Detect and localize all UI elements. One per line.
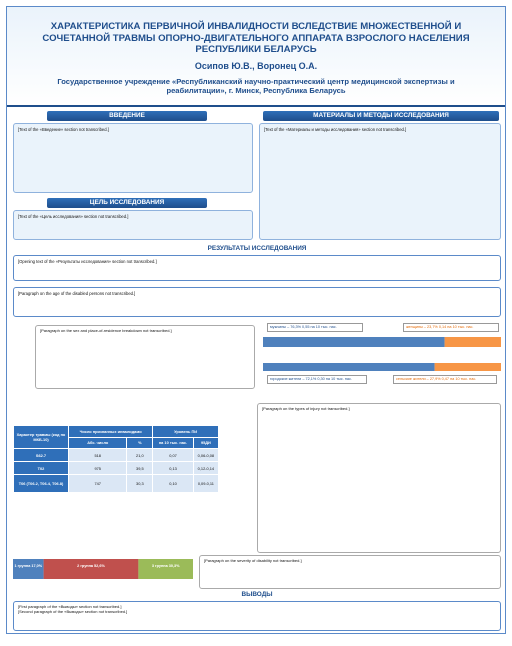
group-bar — [13, 559, 193, 579]
injury-box — [257, 403, 501, 553]
methods-box — [259, 123, 501, 240]
group1-label: 1 группа 17,0% — [14, 564, 43, 568]
poster-header — [7, 7, 505, 107]
intro-box — [13, 123, 253, 193]
rural-bar — [435, 363, 501, 371]
intro-heading: ВВЕДЕНИЕ — [47, 111, 207, 121]
aim-box — [13, 210, 253, 240]
severity-text: [Paragraph on the severity of disability not transcribed.] — [204, 558, 302, 563]
results-heading: РЕЗУЛЬТАТЫ ИССЛЕДОВАНИЯ — [207, 245, 307, 252]
rural-label: сельские жители – 27,9% 0,47 на 10 тыс. нас. — [393, 375, 497, 384]
gender-text: [Paragraph on the sex and place-of-residence breakdown not transcribed.] — [40, 328, 172, 333]
age-box — [13, 287, 501, 317]
group2-label: 2 группа 52,6% — [77, 564, 105, 568]
results-intro-text: [Opening text of the «Результаты исследования» section not transcribed.] — [18, 259, 157, 264]
row-code: S62.7 — [14, 449, 69, 462]
urban-label: городские жители – 72,1% 0,30 на 10 тыс. нас. — [267, 375, 367, 384]
urban-rural-figure — [263, 363, 501, 397]
table-row — [14, 475, 219, 493]
results-intro-box — [13, 255, 501, 281]
age-text: [Paragraph on the age of the disabled persons not transcribed.] — [18, 291, 136, 296]
injury-text: [Paragraph on the types of injury not transcribed.] — [262, 406, 350, 411]
conclusions-p2: [Second paragraph of the «Выводы» section not transcribed.] — [18, 608, 128, 614]
row-pct: 21,0 — [127, 449, 153, 462]
institution: Государственное учреждение «Республиканский научно-практический центр медицинской экспертизы и реабилитации», г. Минск, Республика Беларусь — [57, 77, 455, 95]
men-women-figure — [263, 323, 501, 361]
women-bar — [445, 337, 501, 347]
poster — [6, 6, 506, 634]
row-abs: 518 — [69, 449, 127, 462]
group1-bar — [13, 559, 44, 579]
row-abs: 747 — [69, 475, 127, 493]
conclusions-box — [13, 601, 501, 631]
row-pct: 30,3 — [127, 475, 153, 493]
gender-box — [35, 325, 255, 389]
methods-heading: МАТЕРИАЛЫ И МЕТОДЫ ИССЛЕДОВАНИЯ — [263, 111, 499, 121]
men-label: мужчины – 76,3% 0,55 на 10 тыс. нас. — [267, 323, 363, 332]
conclusions-heading: ВЫВОДЫ — [241, 591, 273, 598]
methods-text: [Text of the «Материалы и методы исследования» section not transcribed.] — [264, 127, 407, 132]
urban-bar — [263, 363, 435, 371]
table-subheader-pct: % — [127, 437, 153, 449]
table-header-count: Число признанных инвалидами — [69, 426, 153, 438]
group3-label: 3 группа 30,3% — [151, 564, 180, 568]
women-label: женщины – 23,7% 0,14 на 10 тыс. нас. — [403, 323, 499, 332]
table-header-level: Уровень ПИ — [153, 426, 219, 438]
table-row — [14, 462, 219, 475]
row-rate: 0,13 — [153, 462, 194, 475]
row-code: T06 (T06.2, T06.4, T06.8) — [14, 475, 69, 493]
row-ci: 0,09-0,11 — [193, 475, 218, 493]
authors: Осипов Ю.В., Воронец О.А. — [194, 61, 318, 71]
aim-heading: ЦЕЛЬ ИССЛЕДОВАНИЯ — [47, 198, 207, 208]
row-abs: 975 — [69, 462, 127, 475]
row-code: T02 — [14, 462, 69, 475]
row-rate: 0,07 — [153, 449, 194, 462]
row-rate: 0,10 — [153, 475, 194, 493]
row-ci: 0,12-0,14 — [193, 462, 218, 475]
intro-text: [Text of the «Введение» section not transcribed.] — [18, 127, 109, 132]
injury-table — [13, 425, 219, 493]
group3-bar — [138, 559, 193, 579]
conclusions-p1: [First paragraph of the «Выводы» section not transcribed.] — [18, 604, 122, 609]
men-bar — [263, 337, 445, 347]
table-subheader-ci: 95ДИ — [193, 437, 218, 449]
aim-text: [Text of the «Цель исследования» section not transcribed.] — [18, 214, 129, 219]
table-row — [14, 449, 219, 462]
group2-bar — [44, 559, 139, 579]
row-ci: 0,06-0,08 — [193, 449, 218, 462]
row-pct: 39,5 — [127, 462, 153, 475]
table-subheader-abs: Абс. число — [69, 437, 127, 449]
table-header-injury: Характер травмы (код по МКБ-10) — [14, 426, 69, 449]
table-subheader-rate: на 10 тыс. нас. — [153, 437, 194, 449]
severity-box — [199, 555, 501, 589]
poster-title: ХАРАКТЕРИСТИКА ПЕРВИЧНОЙ ИНВАЛИДНОСТИ ВСЛЕДСТВИЕ МНОЖЕСТВЕННОЙ И СОЧЕТАННОЙ ТРАВМЫ ОПОРНО-ДВИГАТЕЛЬНОГО АППАРАТА ВЗРОСЛОГО НАСЕЛЕНИЯ РЕСПУБЛИКИ БЕЛАРУСЬ — [42, 21, 470, 55]
